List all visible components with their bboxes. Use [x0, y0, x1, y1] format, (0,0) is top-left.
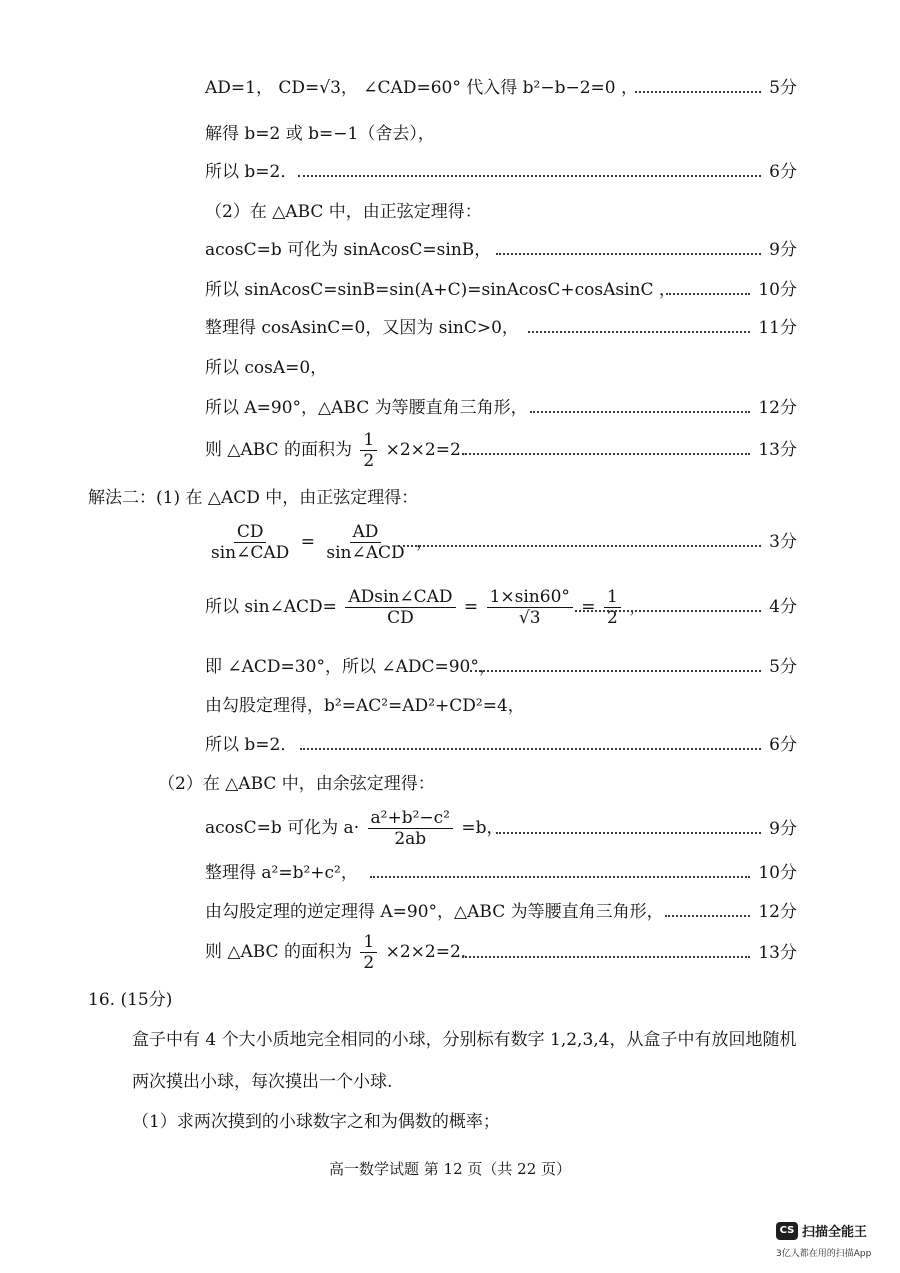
line-text: 解得 b=2 或 b=−1（舍去）， [205, 124, 435, 144]
score-label: 11分 [758, 318, 797, 338]
solution-line [205, 278, 676, 302]
line-text: 两次摸出小球，每次摸出一个小球. [132, 1072, 393, 1092]
solution-line [205, 160, 297, 184]
line-text: 整理得 cosAsinC=0，又因为 sinC>0， [205, 318, 519, 338]
solution-line [205, 200, 482, 224]
line-tail: =b， [461, 818, 504, 838]
solution-line [205, 733, 297, 757]
fraction-numerator: 1 [360, 430, 377, 451]
page-footer: 高一数学试题 第 12 页（共 22 页） [328, 1160, 571, 1178]
line-text: 所以 cosA=0， [205, 358, 328, 378]
fraction-denominator: 2 [363, 451, 375, 471]
line-text: 整理得 a²=b²+c²， [205, 863, 358, 883]
fraction-denominator: 2 [363, 953, 375, 973]
fraction [360, 932, 377, 973]
fraction-numerator: ADsin∠CAD [345, 587, 455, 608]
score-leader [462, 438, 797, 462]
line-text: 盒子中有 4 个大小质地完全相同的小球，分别标有数字 1,2,3,4，从盒子中有放回地随机 [132, 1030, 797, 1050]
score-leader [470, 655, 797, 679]
score-label: 9分 [769, 240, 797, 260]
fraction-denominator: CD [387, 608, 414, 628]
problem-question [132, 1110, 500, 1134]
line-text: 所以 b=2． [205, 735, 298, 755]
problem-text [132, 1028, 797, 1052]
scanner-logo [776, 1220, 867, 1240]
fraction-denominator: 2 [606, 608, 618, 628]
fraction [345, 587, 455, 628]
line-text: 由勾股定理的逆定理得 A=90°，△ABC 为等腰直角三角形， [205, 902, 664, 922]
solution-line: 所以 sin∠ACD= $\frac{\text{ADsin∠CAD}}{CD}$ = $\frac{1\times\sin 60^\circ}{√3}$ = $\frac{1}{2}$ ， [205, 587, 647, 628]
fraction-numerator: 1×sin60° [487, 587, 573, 608]
solution-line [205, 930, 478, 974]
solution-line [205, 122, 435, 146]
score-label: 12分 [758, 902, 797, 922]
line-text: 所以 b=2． [205, 162, 298, 182]
fraction-denominator: √3 [518, 608, 541, 628]
score-label: 6分 [769, 162, 797, 182]
score-leader [300, 733, 797, 757]
line-text: 即 ∠ACD=30°，所以 ∠ADC=90°， [205, 657, 496, 677]
score-leader [462, 941, 797, 965]
score-label: 4分 [769, 597, 797, 617]
line-text: （2）在 △ABC 中，由正弦定理得： [205, 202, 482, 222]
solution-line: $\frac{CD}{\text{sin∠CAD}}$ = $\frac{AD}{\text{sin∠ACD}}$ ， [205, 520, 433, 564]
solution-line [205, 900, 664, 924]
score-label: 10分 [758, 280, 797, 300]
solution-line [205, 76, 638, 100]
solution-line [205, 238, 491, 262]
fraction [487, 587, 573, 628]
fraction-numerator: 1 [360, 932, 377, 953]
solution-line [205, 316, 519, 340]
problem-heading [88, 988, 172, 1012]
score-leader [496, 817, 797, 841]
fraction [323, 522, 407, 563]
score-leader [530, 396, 797, 420]
line-text: 所以 A=90°，△ABC 为等腰直角三角形， [205, 398, 528, 418]
cs-logo-icon: CS [776, 1222, 798, 1240]
line-text: 所以 sin∠ACD= [205, 597, 337, 617]
line-text: 则 △ABC 的面积为 [205, 942, 352, 962]
line-text: 解法二：(1) 在 △ACD 中，由正弦定理得： [88, 488, 419, 508]
score-leader [298, 160, 797, 184]
brand-tagline: 3亿人都在用的扫描App [776, 1249, 872, 1259]
solution-line [205, 806, 504, 850]
fraction-numerator: a²+b²−c² [368, 808, 453, 829]
line-tail: ×2×2=2． [385, 440, 478, 460]
line-text: acosC=b 可化为 sinAcosC=sinB， [205, 240, 492, 260]
score-leader [528, 316, 797, 340]
score-leader [666, 278, 797, 302]
solution-heading [88, 486, 418, 510]
line-text: （1）求两次摸到的小球数字之和为偶数的概率； [132, 1112, 500, 1132]
solution-line [205, 694, 525, 718]
brand-name: 扫描全能王 [802, 1225, 868, 1240]
score-label: 10分 [758, 863, 797, 883]
score-leader [575, 595, 797, 619]
line-tail: ×2×2=2． [385, 942, 478, 962]
score-label: 3分 [769, 532, 797, 552]
score-label: 12分 [758, 398, 797, 418]
score-label: 9分 [769, 819, 797, 839]
score-leader [665, 900, 797, 924]
score-label: 13分 [758, 943, 797, 963]
solution-line [158, 772, 435, 796]
score-leader [635, 76, 797, 100]
score-leader [496, 238, 797, 262]
fraction-numerator: 1 [604, 587, 621, 608]
line-text: acosC=b 可化为 a· [205, 818, 360, 838]
solution-line [205, 428, 478, 472]
score-label: 6分 [769, 735, 797, 755]
score-label: 13分 [758, 440, 797, 460]
score-label: 5分 [769, 657, 797, 677]
solution-line [205, 861, 358, 885]
problem-text [132, 1070, 392, 1094]
solution-line [205, 655, 496, 679]
line-text: 所以 sinAcosC=sinB=sin(A+C)=sinAcosC+cosAsinC ， [205, 280, 676, 300]
fraction [368, 808, 453, 849]
fraction-numerator: AD [350, 522, 382, 543]
line-text: （2）在 △ABC 中，由余弦定理得： [158, 774, 435, 794]
fraction-denominator: sin∠ACD [326, 543, 405, 563]
fraction-denominator: sin∠CAD [211, 543, 290, 563]
fraction-numerator: CD [234, 522, 267, 543]
solution-line [205, 356, 327, 380]
line-text: 由勾股定理得，b²=AC²=AD²+CD²=4， [205, 696, 525, 716]
solution-line [205, 396, 528, 420]
fraction [360, 430, 377, 471]
line-tail: ， [416, 532, 434, 552]
fraction-denominator: 2ab [394, 829, 427, 849]
line-text: 16. (15分) [88, 990, 173, 1010]
line-text: AD=1， CD=√3， ∠CAD=60° 代入得 b²−b−2=0 ， [205, 78, 638, 98]
line-text: 则 △ABC 的面积为 [205, 440, 352, 460]
score-label: 5分 [769, 78, 797, 98]
score-leader [370, 861, 797, 885]
line-tail: ， [629, 597, 647, 617]
fraction [208, 522, 292, 563]
score-leader [398, 530, 797, 554]
